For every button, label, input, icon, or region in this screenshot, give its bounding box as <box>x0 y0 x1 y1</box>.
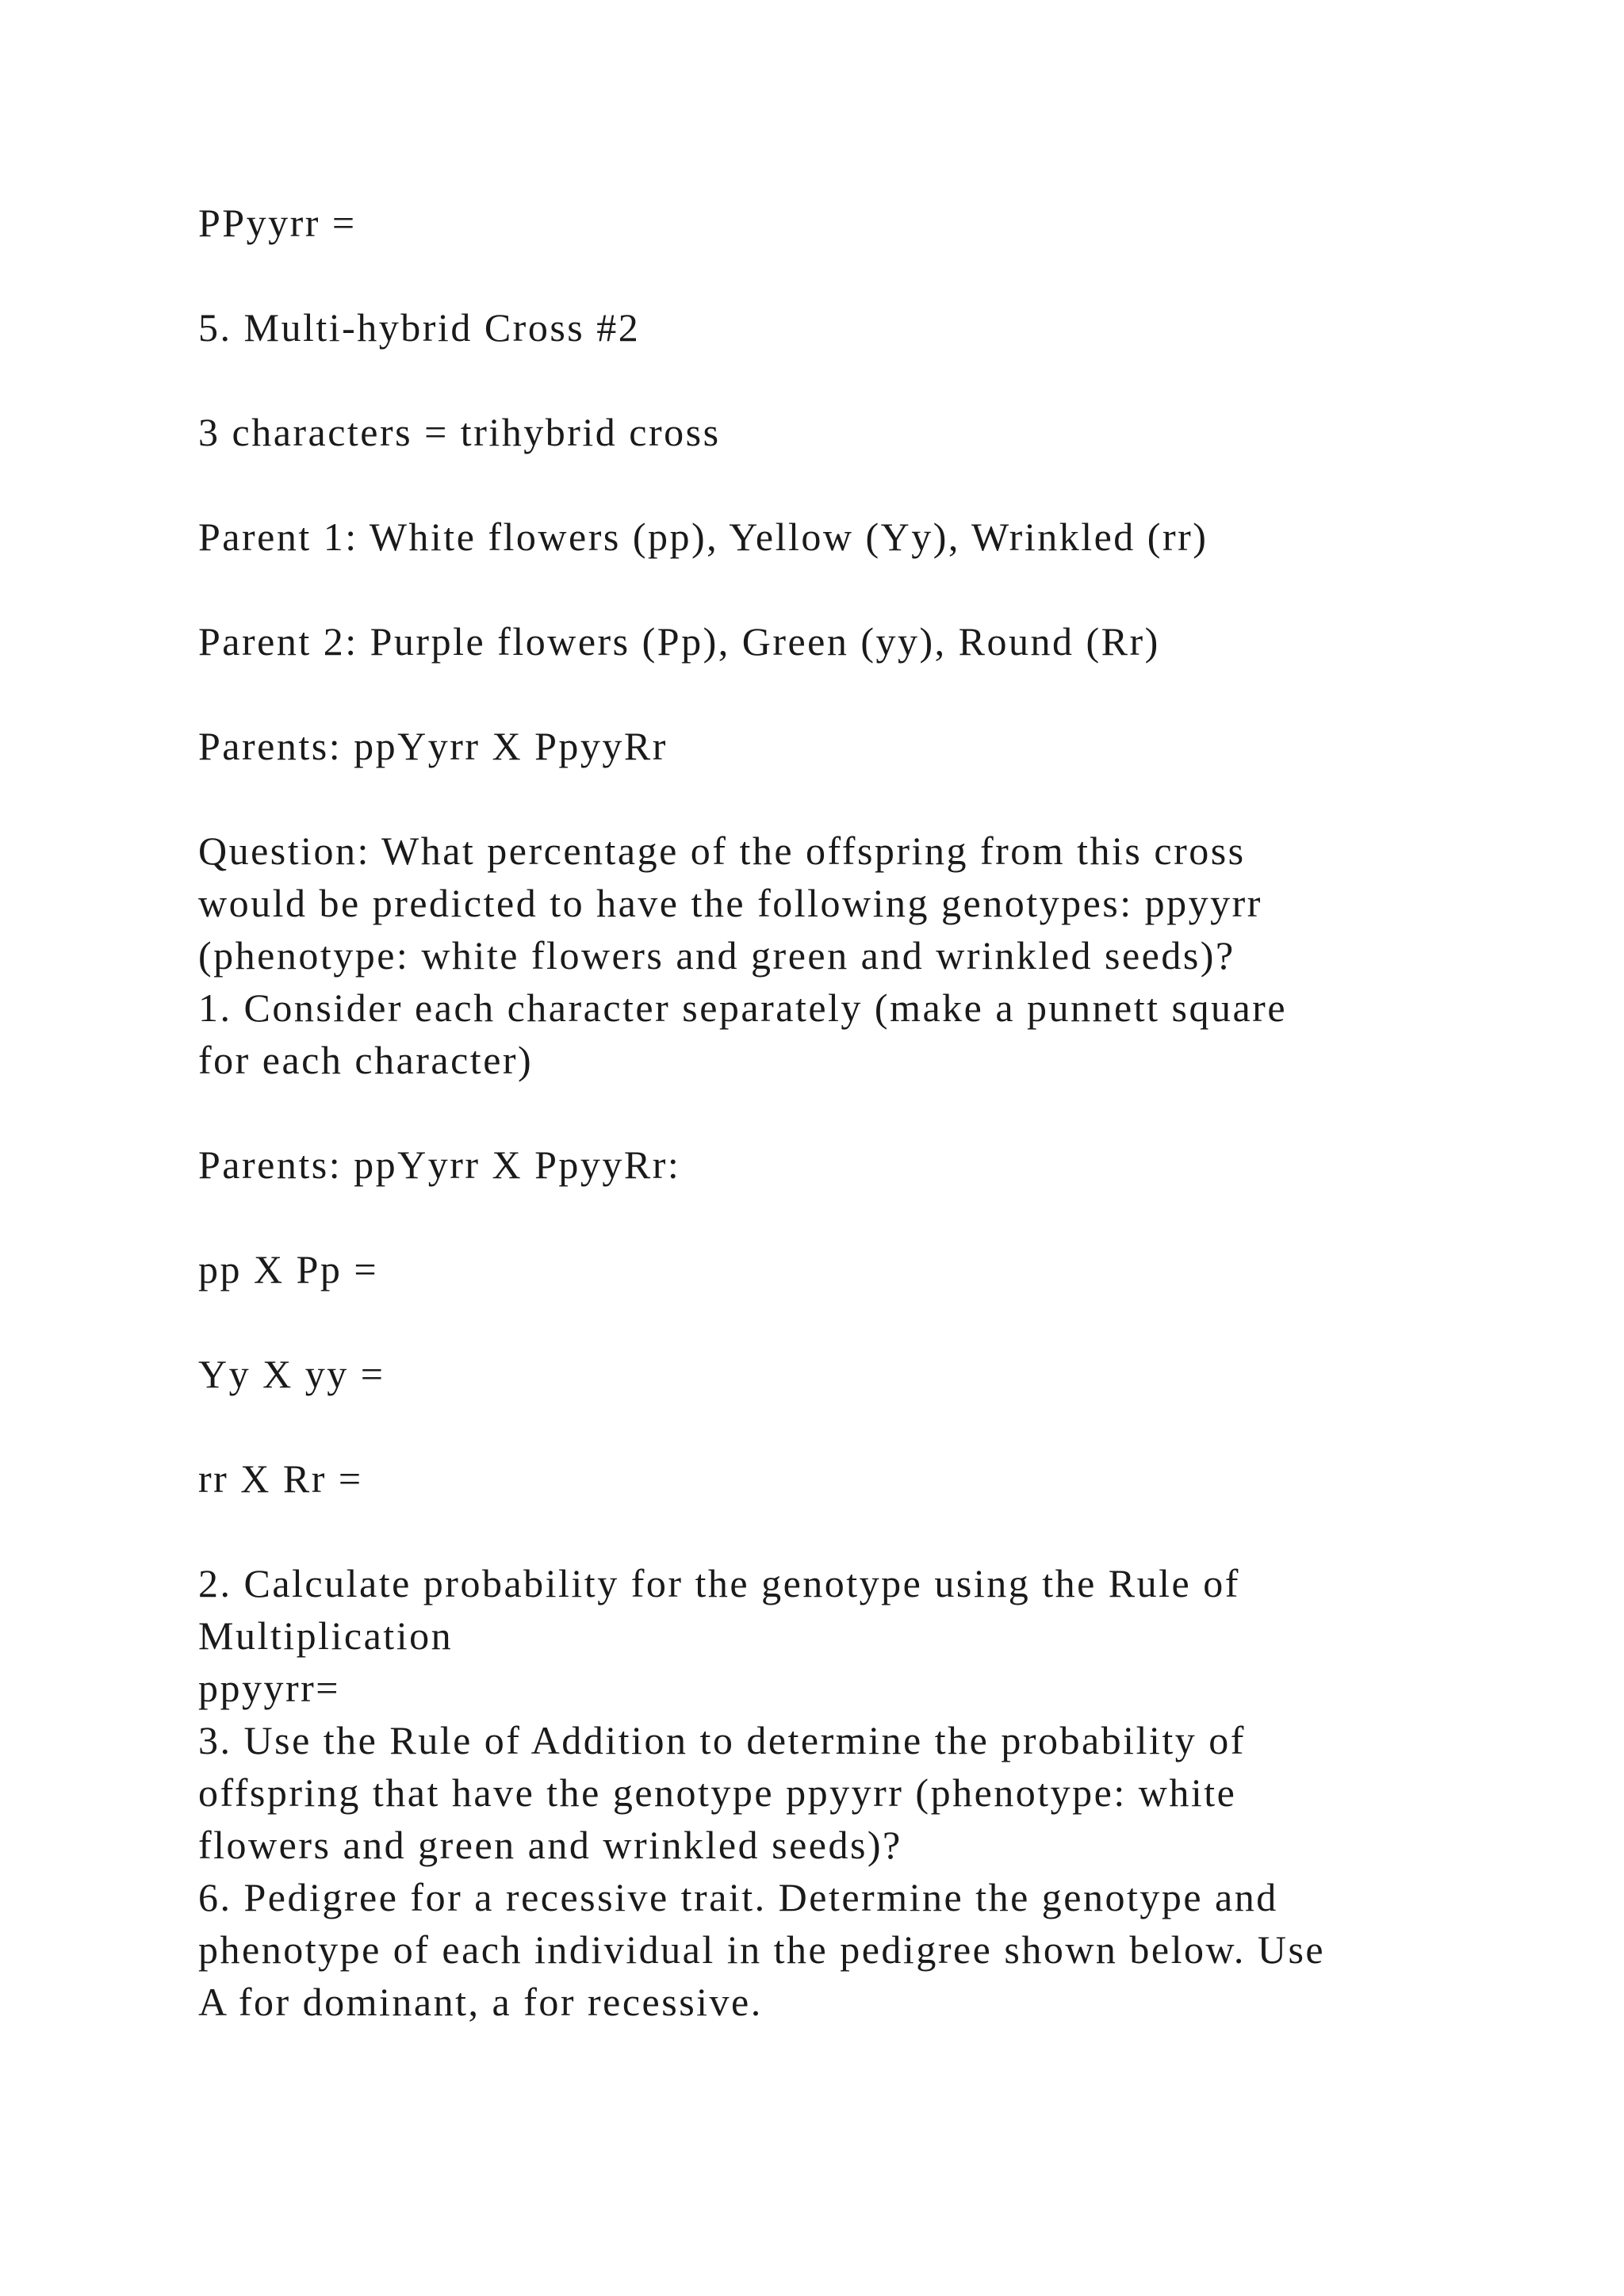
parent-2-line: Parent 2: Purple flowers (Pp), Green (yy), Round (Rr) <box>198 619 1160 664</box>
genotype-answer-line: ppyyrr= <box>198 1666 340 1710</box>
step-3-line: flowers and green and wrinkled seeds)? <box>198 1823 902 1867</box>
step-3-line: 3. Use the Rule of Addition to determine the probability of <box>198 1718 1246 1762</box>
question-line: Question: What percentage of the offspring from this cross <box>198 828 1246 873</box>
question-line: (phenotype: white flowers and green and wrinkled seeds)? <box>198 933 1235 978</box>
step-1-line: for each character) <box>198 1038 534 1082</box>
parents-line: Parents: ppYyrr X PpyyRr: <box>198 1142 681 1187</box>
text-line: 3 characters = trihybrid cross <box>198 410 721 454</box>
cross-line-r: rr X Rr = <box>198 1456 363 1501</box>
step-2-line: Multiplication <box>198 1613 454 1658</box>
step-3-line: offspring that have the genotype ppyyrr (phenotype: white <box>198 1770 1237 1815</box>
section-6-line: A for dominant, a for recessive. <box>198 1980 763 2024</box>
section-heading-6: 6. Pedigree for a recessive trait. Determine the genotype and <box>198 1875 1278 1919</box>
text-line: PPyyrr = <box>198 201 357 245</box>
parents-line: Parents: ppYyrr X PpyyRr <box>198 724 668 768</box>
parent-1-line: Parent 1: White flowers (pp), Yellow (Yy), Wrinkled (rr) <box>198 515 1208 559</box>
step-2-line: 2. Calculate probability for the genotype using the Rule of <box>198 1561 1240 1605</box>
section-heading-5: 5. Multi-hybrid Cross #2 <box>198 305 641 350</box>
section-6-line: phenotype of each individual in the pedigree shown below. Use <box>198 1927 1326 1972</box>
question-line: would be predicted to have the following genotypes: ppyyrr <box>198 881 1262 925</box>
cross-line-p: pp X Pp = <box>198 1247 379 1292</box>
cross-line-y: Yy X yy = <box>198 1352 385 1396</box>
step-1-line: 1. Consider each character separately (make a punnett square <box>198 985 1288 1030</box>
